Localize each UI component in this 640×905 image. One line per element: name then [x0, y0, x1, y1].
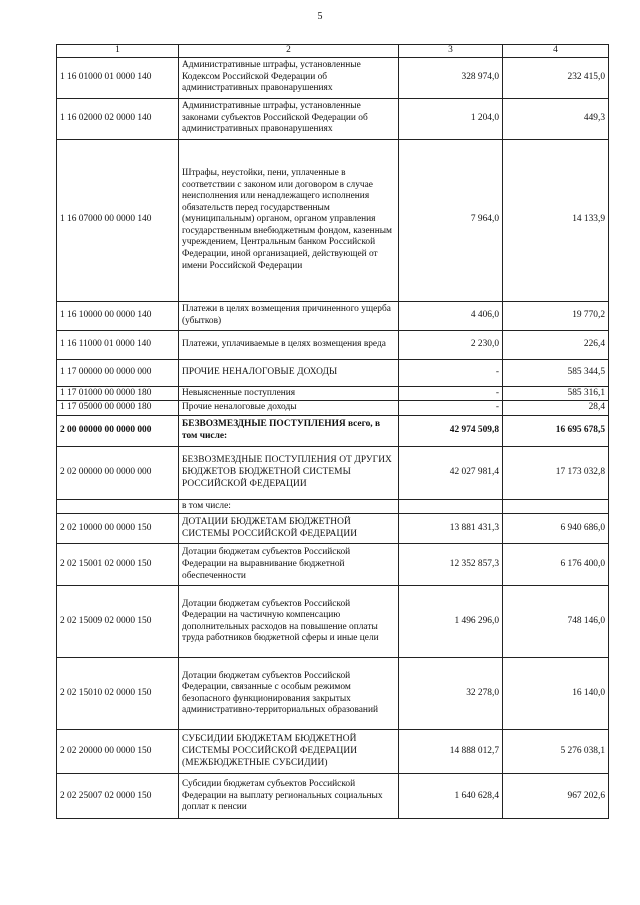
- row-name: Прочие неналоговые доходы: [179, 401, 399, 416]
- row-value-col4: 19 770,2: [503, 301, 609, 330]
- table-row: [57, 139, 609, 301]
- row-value-col4: 232 415,0: [503, 57, 609, 98]
- table-row: [57, 774, 609, 819]
- table-row: [57, 401, 609, 416]
- row-name: Платежи в целях возмещения причиненного ущерба (убытков): [179, 301, 399, 330]
- row-value-col3: 2 230,0: [399, 330, 503, 359]
- row-code: 2 02 00000 00 0000 000: [57, 446, 179, 499]
- row-value-col3: 1 496 296,0: [399, 586, 503, 658]
- row-value-col3: 328 974,0: [399, 57, 503, 98]
- row-value-col4: 16 695 678,5: [503, 415, 609, 446]
- row-value-col3: 32 278,0: [399, 658, 503, 730]
- row-code: 2 02 20000 00 0000 150: [57, 730, 179, 774]
- row-name: БЕЗВОЗМЕЗДНЫЕ ПОСТУПЛЕНИЯ всего, в том числе:: [179, 415, 399, 446]
- row-code: [57, 499, 179, 514]
- row-name: Платежи, уплачиваемые в целях возмещения вреда: [179, 330, 399, 359]
- row-code: 2 02 15009 02 0000 150: [57, 586, 179, 658]
- row-value-col3: [399, 499, 503, 514]
- row-value-col3: 4 406,0: [399, 301, 503, 330]
- row-value-col3: -: [399, 401, 503, 416]
- header-col-2: 2: [179, 45, 399, 58]
- row-code: 2 02 15001 02 0000 150: [57, 544, 179, 586]
- row-code: 1 17 01000 00 0000 180: [57, 386, 179, 401]
- budget-revenue-table: [56, 44, 609, 819]
- header-col-3: 3: [399, 45, 503, 58]
- table-row: [57, 301, 609, 330]
- row-value-col4: 748 146,0: [503, 586, 609, 658]
- row-code: 2 02 10000 00 0000 150: [57, 514, 179, 544]
- table-row: [57, 658, 609, 730]
- table-row: [57, 730, 609, 774]
- row-code: 1 16 02000 02 0000 140: [57, 98, 179, 139]
- row-name: Дотации бюджетам субъектов Российской Федерации на частичную компенсацию дополнительных расходов на повышение оплаты труда работников бюджетной сферы и иные цели: [179, 586, 399, 658]
- row-code: 2 02 25007 02 0000 150: [57, 774, 179, 819]
- row-code: 2 00 00000 00 0000 000: [57, 415, 179, 446]
- row-value-col4: 449,3: [503, 98, 609, 139]
- row-value-col3: -: [399, 359, 503, 386]
- row-code: 1 16 10000 00 0000 140: [57, 301, 179, 330]
- row-value-col4: 28,4: [503, 401, 609, 416]
- row-name: Административные штрафы, установленные законами субъектов Российской Федерации об административных правонарушениях: [179, 98, 399, 139]
- row-value-col4: 14 133,9: [503, 139, 609, 301]
- table-row: [57, 446, 609, 499]
- row-value-col4: 585 316,1: [503, 386, 609, 401]
- row-name: Штрафы, неустойки, пени, уплаченные в соответствии с законом или договором в случае неисполнения или ненадлежащего исполнения обязательств перед государственным (муниципальным) органом, органом управления государственным внебюджетным фондом, казенным учреждением, Центральным банком Российской Федерации, иной организацией, действующей от имени Российской Федерации: [179, 139, 399, 301]
- row-code: 1 17 05000 00 0000 180: [57, 401, 179, 416]
- row-name: в том числе:: [179, 499, 399, 514]
- table-row: [57, 359, 609, 386]
- row-name: Дотации бюджетам субъектов Российской Федерации, связанные с особым режимом безопасного функционирования закрытых административно-территориальных образований: [179, 658, 399, 730]
- table-row: [57, 330, 609, 359]
- table-row: [57, 386, 609, 401]
- row-name: Дотации бюджетам субъектов Российской Федерации на выравнивание бюджетной обеспеченности: [179, 544, 399, 586]
- row-name: Субсидии бюджетам субъектов Российской Федерации на выплату региональных социальных доплат к пенсии: [179, 774, 399, 819]
- table-row: [57, 57, 609, 98]
- row-code: 1 17 00000 00 0000 000: [57, 359, 179, 386]
- row-code: 1 16 01000 01 0000 140: [57, 57, 179, 98]
- row-code: 1 16 07000 00 0000 140: [57, 139, 179, 301]
- header-col-4: 4: [503, 45, 609, 58]
- row-value-col3: 42 027 981,4: [399, 446, 503, 499]
- row-value-col3: -: [399, 386, 503, 401]
- row-name: ПРОЧИЕ НЕНАЛОГОВЫЕ ДОХОДЫ: [179, 359, 399, 386]
- row-code: 1 16 11000 01 0000 140: [57, 330, 179, 359]
- page-number: 5: [317, 11, 323, 22]
- row-value-col3: 14 888 012,7: [399, 730, 503, 774]
- header-col-1: 1: [57, 45, 179, 58]
- row-value-col3: 1 640 628,4: [399, 774, 503, 819]
- table-header-row: [57, 45, 609, 58]
- table-row: [57, 514, 609, 544]
- row-value-col3: 1 204,0: [399, 98, 503, 139]
- table-row: [57, 586, 609, 658]
- row-value-col4: 6 176 400,0: [503, 544, 609, 586]
- row-value-col4: 6 940 686,0: [503, 514, 609, 544]
- row-value-col4: 585 344,5: [503, 359, 609, 386]
- table-row: [57, 544, 609, 586]
- row-name: БЕЗВОЗМЕЗДНЫЕ ПОСТУПЛЕНИЯ ОТ ДРУГИХ БЮДЖЕТОВ БЮДЖЕТНОЙ СИСТЕМЫ РОССИЙСКОЙ ФЕДЕРАЦИИ: [179, 446, 399, 499]
- row-name: Административные штрафы, установленные Кодексом Российской Федерации об административных правонарушениях: [179, 57, 399, 98]
- row-value-col3: 13 881 431,3: [399, 514, 503, 544]
- row-value-col3: 42 974 509,8: [399, 415, 503, 446]
- row-value-col4: 967 202,6: [503, 774, 609, 819]
- row-value-col4: 16 140,0: [503, 658, 609, 730]
- table-row: [57, 98, 609, 139]
- row-value-col4: 17 173 032,8: [503, 446, 609, 499]
- row-name: Невыясненные поступления: [179, 386, 399, 401]
- table-row: [57, 499, 609, 514]
- row-name: СУБСИДИИ БЮДЖЕТАМ БЮДЖЕТНОЙ СИСТЕМЫ РОССИЙСКОЙ ФЕДЕРАЦИИ (МЕЖБЮДЖЕТНЫЕ СУБСИДИИ): [179, 730, 399, 774]
- row-code: 2 02 15010 02 0000 150: [57, 658, 179, 730]
- row-name: ДОТАЦИИ БЮДЖЕТАМ БЮДЖЕТНОЙ СИСТЕМЫ РОССИЙСКОЙ ФЕДЕРАЦИИ: [179, 514, 399, 544]
- row-value-col3: 7 964,0: [399, 139, 503, 301]
- row-value-col4: 5 276 038,1: [503, 730, 609, 774]
- row-value-col3: 12 352 857,3: [399, 544, 503, 586]
- row-value-col4: 226,4: [503, 330, 609, 359]
- table-row: [57, 415, 609, 446]
- row-value-col4: [503, 499, 609, 514]
